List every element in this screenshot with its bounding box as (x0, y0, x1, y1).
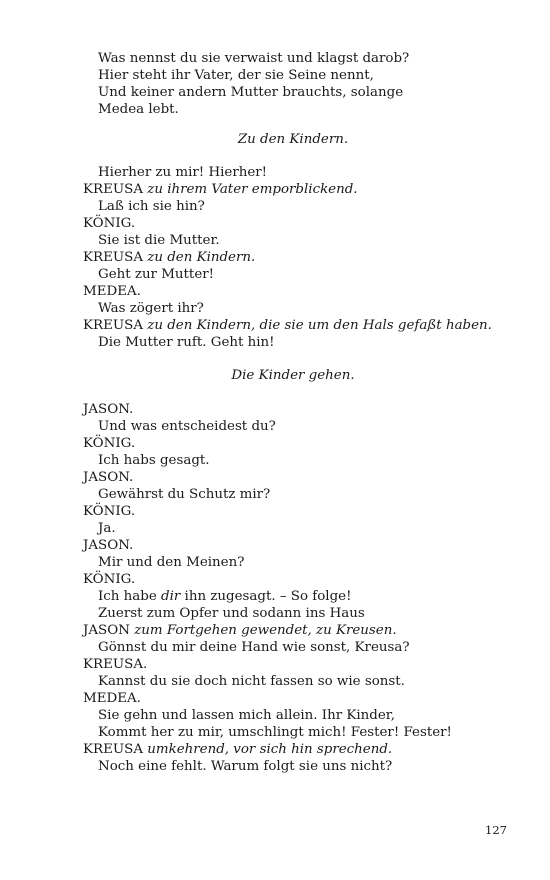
verse-line: Sie ist die Mutter. (98, 233, 220, 248)
verse-line: Die Mutter ruft. Geht hin! (98, 335, 275, 350)
speaker-name: KREUSA (83, 742, 143, 757)
verse-line: Hierher zu mir! Hierher! (98, 165, 268, 180)
speaker-line (83, 741, 503, 758)
speaker-line (83, 622, 503, 639)
verse-text: Ich habe (98, 589, 162, 604)
verse-line: Kommt her zu mir, umschlingt mich! Fester! Fester! (98, 725, 452, 740)
speaker-line (83, 317, 503, 334)
speaker-name: KÖNIG. (83, 572, 136, 587)
verse-line: Sie gehn und lassen mich allein. Ihr Kinder, (98, 708, 395, 723)
speaker-name: KREUSA (83, 318, 143, 333)
speaker-name: KÖNIG. (83, 216, 136, 231)
inline-direction: zum Fortgehen gewendet, zu Kreusen. (134, 623, 397, 638)
verse-line: Noch eine fehlt. Warum folgt sie uns nicht? (98, 759, 393, 774)
speaker-line (83, 249, 503, 266)
verse-line: Geht zur Mutter! (98, 267, 215, 282)
verse-line: Hier steht ihr Vater, der sie Seine nennt, (98, 68, 374, 83)
speaker-name: MEDEA. (83, 691, 141, 706)
inline-direction: umkehrend, vor sich hin sprechend. (147, 742, 393, 757)
verse-line: Mir und den Meinen? (98, 555, 245, 570)
verse-line: Zuerst zum Opfer und sodann ins Haus (98, 606, 365, 621)
verse-line (83, 588, 503, 605)
verse-line: Gewährst du Schutz mir? (98, 487, 271, 502)
inline-direction: zu den Kindern, die sie um den Hals gefaßt haben. (147, 318, 492, 333)
speaker-name: MEDEA. (83, 284, 141, 299)
speaker-name: JASON. (83, 402, 134, 417)
page-number: 127 (485, 823, 507, 837)
speaker-name: KREUSA. (83, 657, 148, 672)
verse-line: Was nennst du sie verwaist und klagst darob? (98, 51, 410, 66)
verse-line: Und was entscheidest du? (98, 419, 276, 434)
speaker-name: JASON. (83, 470, 134, 485)
inline-direction: zu ihrem Vater emporblickend. (147, 182, 358, 197)
verse-line: Ja. (98, 521, 116, 536)
stage-direction: Die Kinder gehen. (231, 368, 355, 383)
speaker-line (83, 181, 503, 198)
verse-line: Was zögert ihr? (98, 301, 204, 316)
verse-line: Medea lebt. (98, 102, 179, 117)
verse-line: Kannst du sie doch nicht fassen so wie sonst. (98, 674, 405, 689)
speaker-name: KREUSA (83, 250, 143, 265)
speaker-name: JASON (83, 623, 130, 638)
verse-line: Laß ich sie hin? (98, 199, 205, 214)
speaker-name: JASON. (83, 538, 134, 553)
inline-direction: zu den Kindern. (147, 250, 256, 265)
verse-text: ihn zugesagt. – So folge! (180, 589, 352, 604)
verse-line: Gönnst du mir deine Hand wie sonst, Kreusa? (98, 640, 410, 655)
speaker-name: KREUSA (83, 182, 143, 197)
verse-line: Ich habs gesagt. (98, 453, 210, 468)
stage-direction: Zu den Kindern. (237, 132, 349, 147)
speaker-name: KÖNIG. (83, 504, 136, 519)
speaker-name: KÖNIG. (83, 436, 136, 451)
drama-text (83, 50, 503, 775)
verse-line: Und keiner andern Mutter brauchts, solange (98, 85, 404, 100)
emphasis-text: dir (161, 589, 181, 604)
